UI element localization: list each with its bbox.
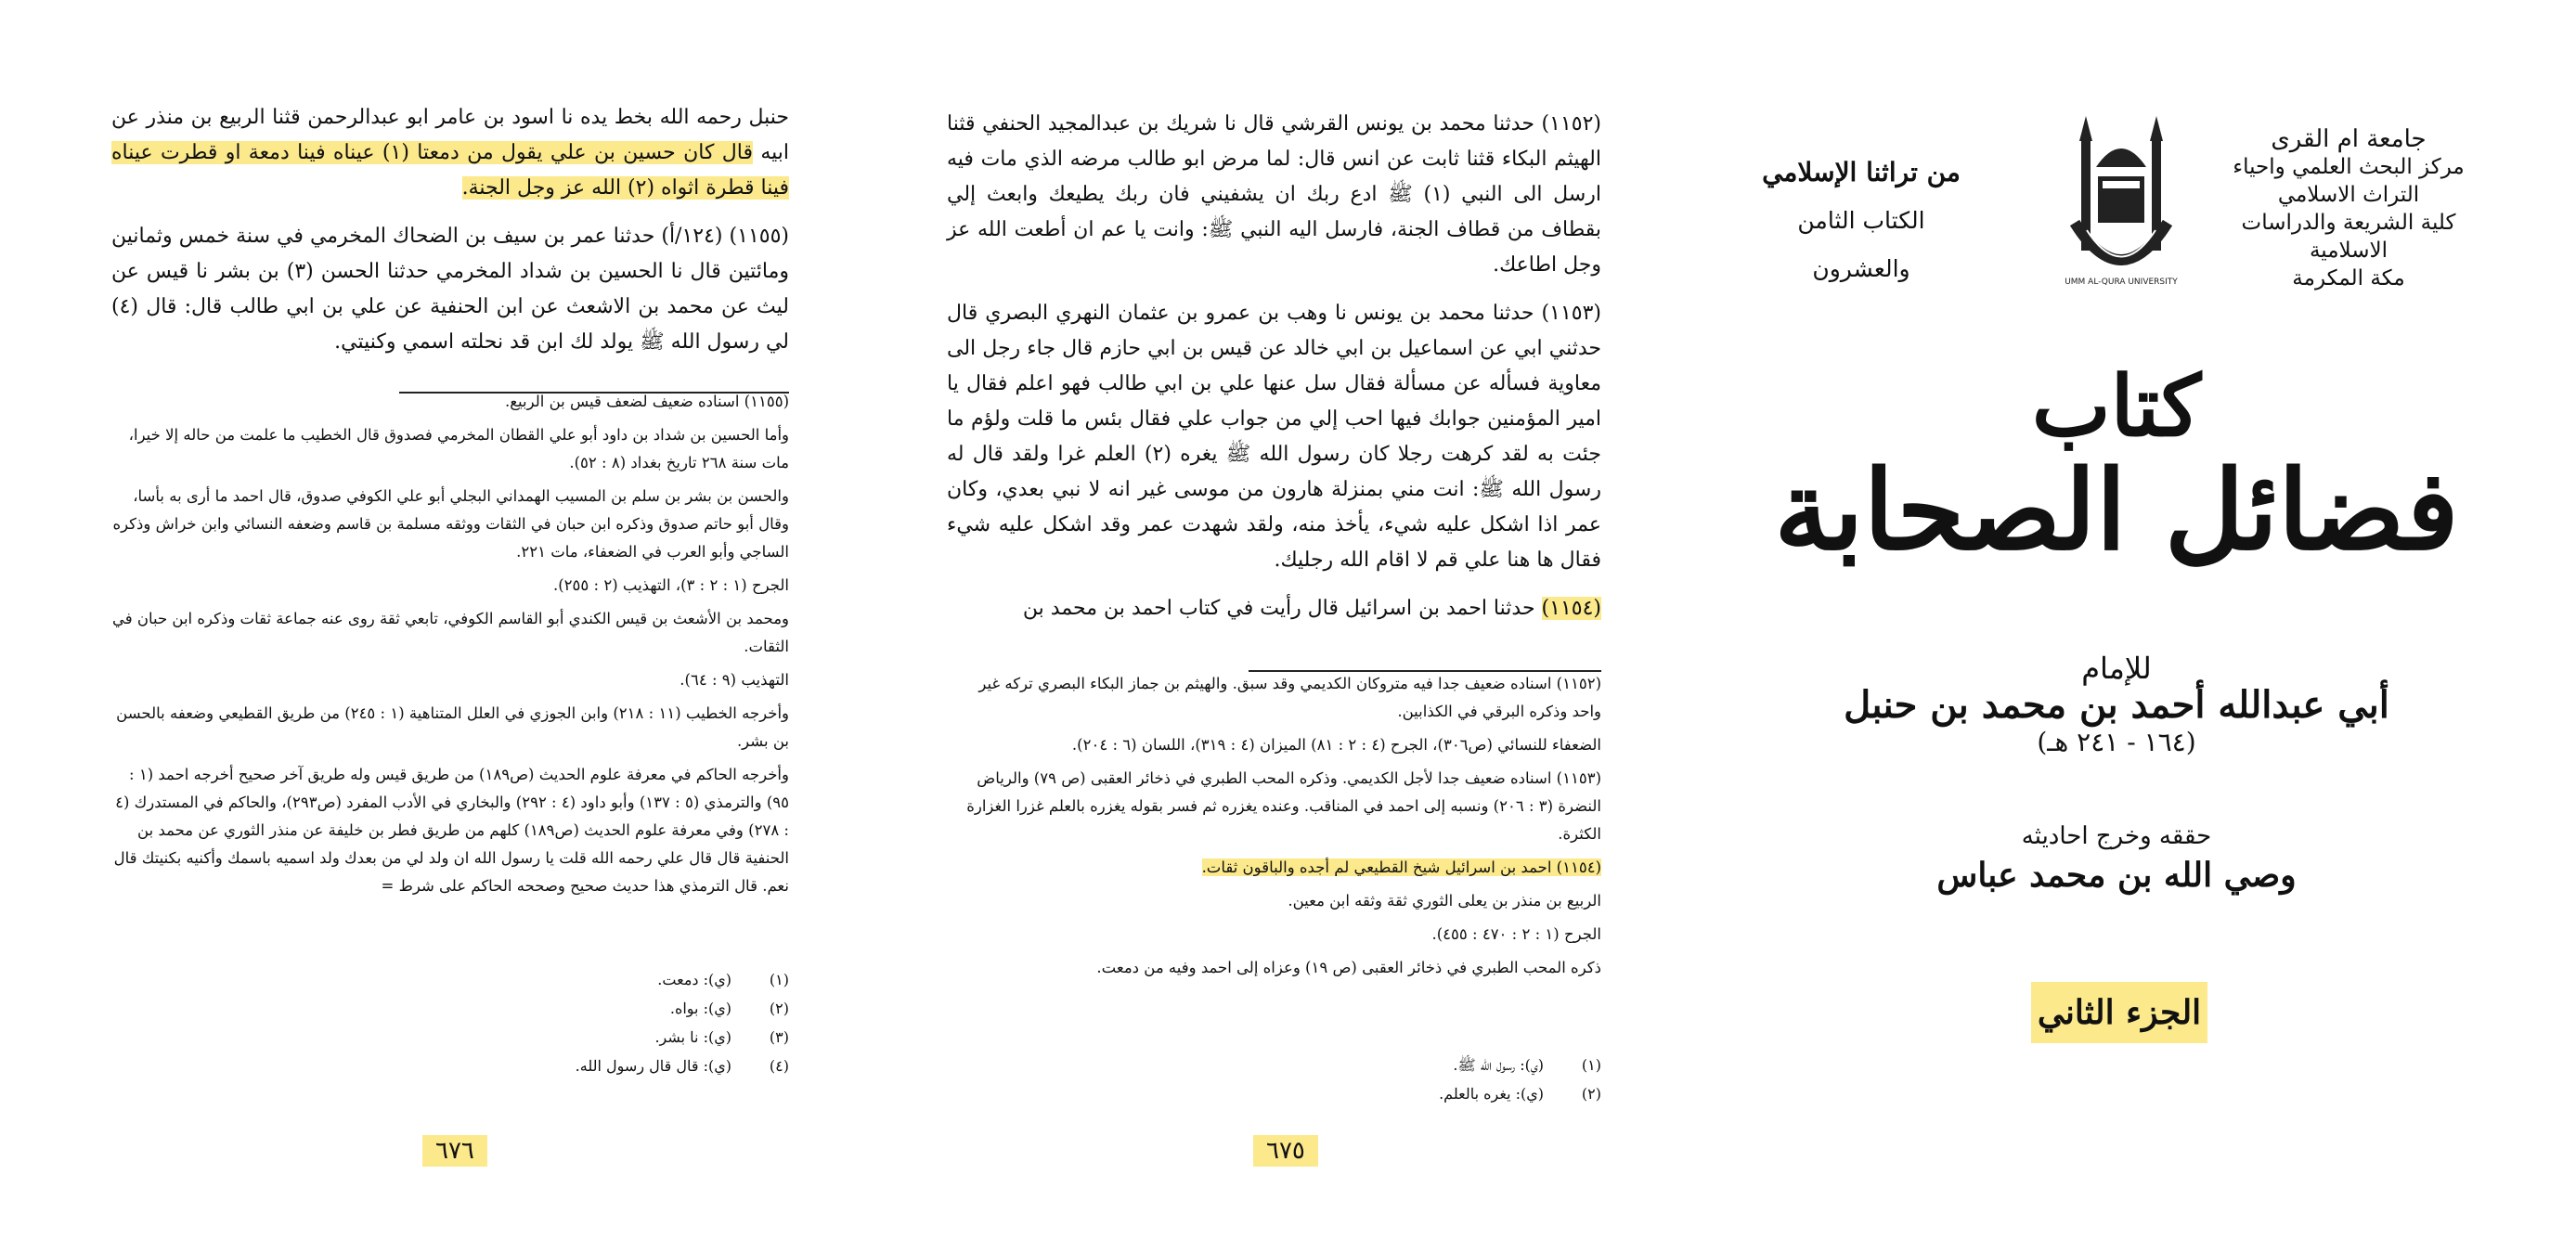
note-text: ذكره المحب الطبري في ذخائر العقبى (ص ١٩) وعزاه إلى احمد وفيه من دمعت. [1096,959,1601,976]
university-name: جامعة ام القرى [2271,125,2427,153]
page-number: ٦٧٦ [422,1135,487,1167]
note-text: وأما الحسين بن شداد بن داود أبو علي القطان المخرمي فصدوق قال الخطيب ما علمت من حاله إلا خيرا، مات سنة ٢٦٨ تاريخ بغداد (٨ : ٥٢). [128,426,789,471]
left-page-notes [111,388,789,906]
footnote-number: (١) [1581,1056,1601,1074]
title-line-1: كتاب [2031,357,2202,456]
note [111,388,789,416]
footnote-number: (١) [769,971,789,988]
editor-block [1745,817,2488,895]
footnote-text: (ي): قال قال رسول الله. [575,1057,731,1075]
middle-page-body [947,107,1601,639]
title-line-2: فضائل الصحابة [1774,445,2459,574]
note [111,761,789,900]
footnote [111,1023,789,1052]
footnote-text: (ي): يغره بالعلم. [1439,1085,1544,1103]
paragraph [947,591,1601,626]
footnote [111,1052,789,1080]
note-text: (١١٥٣) اسناده ضعيف جدا لأجل الكديمي. وذكره المحب الطبري في ذخائر العقبى (ص ٧٩) والرياض النضرة (٣ : ٢٠٦) ونسبه إلى احمد في المناقب. وعنده يغزره ثم فسر بقوله يغزره بالعلم غزرا الغزارة الكثرة. [966,769,1601,843]
imam-label: للإمام [2081,651,2152,686]
note [947,887,1601,915]
volume-label: الجزء الثاني [2031,982,2207,1043]
footnote [947,1051,1601,1079]
note [111,483,789,566]
university-logo-icon [2061,111,2181,297]
footnote-number: (٢) [1581,1085,1601,1103]
title-page [1745,0,2488,1252]
footnote [111,965,789,994]
note [111,605,789,661]
left-page-body [111,100,789,373]
note-text: (١١٥٢) اسناده ضعيف جدا فيه متروكان الكديمي وقد سبق. والهيثم بن جماز البكاء البصري تركه غير واحد وذكره البرقي في الكذابين. [978,675,1601,720]
edit-label: حققه وخرج احاديثه [2021,822,2212,850]
footnote [111,994,789,1023]
footnote-number: (٢) [769,1000,789,1017]
footnote [947,1079,1601,1108]
middle-page-notes [947,670,1601,987]
paragraph [111,219,789,360]
faculty: كلية الشريعة والدراسات الاسلامية [2241,211,2456,263]
paragraph-text: حدثنا احمد بن اسرائيل قال رأيت في كتاب احمد بن محمد بن [1022,597,1542,620]
note-text: الربيع بن منذر بن يعلى الثوري ثقة وثقه ابن معين. [1288,892,1601,910]
highlighted-text: (١١٥٤) [1541,597,1601,620]
footnote-text: (ي): دمعت. [657,971,731,988]
note-text: والحسن بن بشر بن سلم بن المسيب الهمداني البجلي أبو علي الكوفي صدوق، قال احمد ما أرى به بأسا، وقال أبو حاتم صدوق وذكره ابن حبان في الثقات ووثقه مسلمة بن قاسم وضعفه النسائي وابن خراش وذكره الساجي وأبو العرب في الضعفاء، مات ٢٢١. [112,487,789,561]
note-text: الجرح (١ : ٢ : ٤٧٠ : ٤٥٥). [1431,925,1601,943]
research-center: مركز البحث العلمي واحياء التراث الاسلامي [2233,155,2465,207]
series-number: الكتاب الثامن والعشرون [1797,207,1925,282]
highlighted-text: قال كان حسين بن علي يقول من دمعتا (١) عيناه فينا دمعة او قطرت عيناه فينا قطرة اثواه (٢) الله عز وجل الجنة. [111,141,789,200]
paragraph-text: حنبل رحمه الله بخط يده نا اسود بن عامر ابو عبدالرحمن قثنا الربيع بن منذر عن ابيه [111,106,789,164]
footnote-number: (٣) [769,1028,789,1046]
footnote-text: (ي): بواه. [669,1000,731,1017]
note [111,421,789,477]
page-675 [947,0,1601,1252]
city: مكة المكرمة [2292,266,2405,290]
note [947,765,1601,848]
note [111,666,789,694]
highlighted-note-text: (١١٥٤) احمد بن اسرائيل شيخ القطيعي لم أجده والباقون ثقات. [1201,858,1601,876]
series-name: من تراثنا الإسلامي [1762,157,1961,187]
paragraph [111,100,789,206]
title-page-header [1745,111,2488,316]
footnote-number: (٤) [769,1057,789,1075]
note [947,670,1601,726]
paragraph-text: (١١٥٢) حدثنا محمد بن يونس القرشي قال نا شريك بن عبدالمجيد الحنفي قثنا الهيثم البكاء قثنا ثابت عن انس قال: لما مرض ابو طالب مرضه الذي مات فيه ارسل الى النبي (١) ﷺ ادع ربك ان يشفيني فان ربك يطيعك وابعث إلي بقطاف من قطاف الجنة، فارسل اليه النبي ﷺ: وانت يا عم ان أطعت الله عز وجل اطاعك. [947,112,1601,277]
note [947,954,1601,982]
svg-text:UMM AL-QURA UNIVERSITY: UMM AL-QURA UNIVERSITY [2065,278,2178,287]
note-text: وأخرجه الخطيب (١١ : ٢١٨) وابن الجوزي في العلل المتناهية (١ : ٢٤٥) من طريق القطيعي وضعفه بالحسن بن بشر. [116,704,789,750]
footnote-text: (ي): رسول الله ﷺ. [1453,1056,1544,1074]
university-block [2209,125,2488,292]
editor-name: وصي الله بن محمد عباس [1936,856,2297,895]
note [947,854,1601,882]
note-text: التهذيب (٩ : ٦٤). [680,671,789,689]
note-text: ومحمد بن الأشعث بن قيس الكندي أبو القاسم الكوفي، تابعي ثقة روى عنه جماعة ثقات وذكره ابن حبان في الثقات. [111,610,789,655]
paragraph-text: (١١٥٣) حدثنا محمد بن يونس نا وهب بن عمرو بن عثمان النهري البصري قال حدثني ابي عن اسماعيل بن ابي خالد عن قيس بن ابي حازم قال جاء رجل الى معاوية فسأله عن مسألة فقال سل عنها علي بن ابي طالب فهو اعلم فقال يا امير المؤمنين جوابك فيها احب إلي من جواب علي فقال بئس ما قلت ولؤم ما جئت به لقد كرهت رجلا كان رسول الله ﷺ يغره (٢) العلم غرا ولقد قال له رسول الله ﷺ: انت مني بمنزلة هارون من موسى غير انه لا نبي بعدي، وكان عمر اذا اشكل عليه شيء، يأخذ منه، ولقد شهدت عمر وقد اشكل عليه شيء فقال ها هنا علي قم لا اقام الله رجليك. [947,302,1601,572]
paragraph-text: (١١٥٥) (١٢٤/أ) حدثنا عمر بن سيف بن الضحاك المخرمي في سنة خمس وثمانين ومائتين قال نا الحسين بن شداد المخرمي حدثنا الحسن (٣) بن بشر نا قيس عن ليث عن محمد بن الاشعث عن ابن الحنفية عن علي بن ابي طالب قال: قال (٤) لي رسول الله ﷺ يولد لك ابن قد نحلته اسمي وكنيتي. [111,225,789,354]
note-text: وأخرجه الحاكم في معرفة علوم الحديث (ص١٨٩) من طريق قيس وله طريق آخر صحيح أخرجه احمد (١ : ٩٥) والترمذي (٥ : ١٣٧) وأبو داود (٤ : ٢٩٢) والبخاري في الأدب المفرد (ص٢٩٣)، والحاكم في المستدرك (٤ : ٢٧٨) وفي معرفة علوم الحديث (ص١٨٩) كلهم من طريق فطر بن خليفة عن منذر الثوري عن محمد بن الحنفية قال قال علي رحمه الله قلت يا رسول الله ان ولد لي من بعدك ولد اسميه باسمك وأكنيه بكنيتك قال نعم. قال الترمذي هذا حديث صحيح وصححه الحاكم على شرط = [113,766,789,895]
note [111,572,789,600]
note-text: (١١٥٥) اسناده ضعيف لضعف قيس بن الربيع. [505,393,789,410]
note [111,700,789,755]
author-dates: (١٦٤ - ٢٤١ هـ) [2037,727,2196,757]
paragraph [947,296,1601,578]
series-block [1745,148,1977,293]
note [947,731,1601,759]
note-text: الضعفاء للنسائي (ص٣٠٦)، الجرح (٤ : ٢ : ٨١) الميزان (٤ : ٣١٩)، اللسان (٦ : ٢٠٤). [1071,736,1601,754]
note [947,921,1601,949]
footnote-text: (ي): نا بشر. [654,1028,731,1046]
left-page-footnotes [111,965,789,1080]
paragraph [947,107,1601,283]
author-block [1745,650,2488,761]
author-name: أبي عبدالله أحمد بن محمد بن حنبل [1844,683,2389,727]
note-text: الجرح (١ : ٢ : ٣)، التهذيب (٢ : ٢٥٥). [552,576,789,594]
page-number: ٦٧٥ [1253,1135,1318,1167]
page-676 [111,0,789,1252]
middle-page-footnotes [947,1051,1601,1108]
